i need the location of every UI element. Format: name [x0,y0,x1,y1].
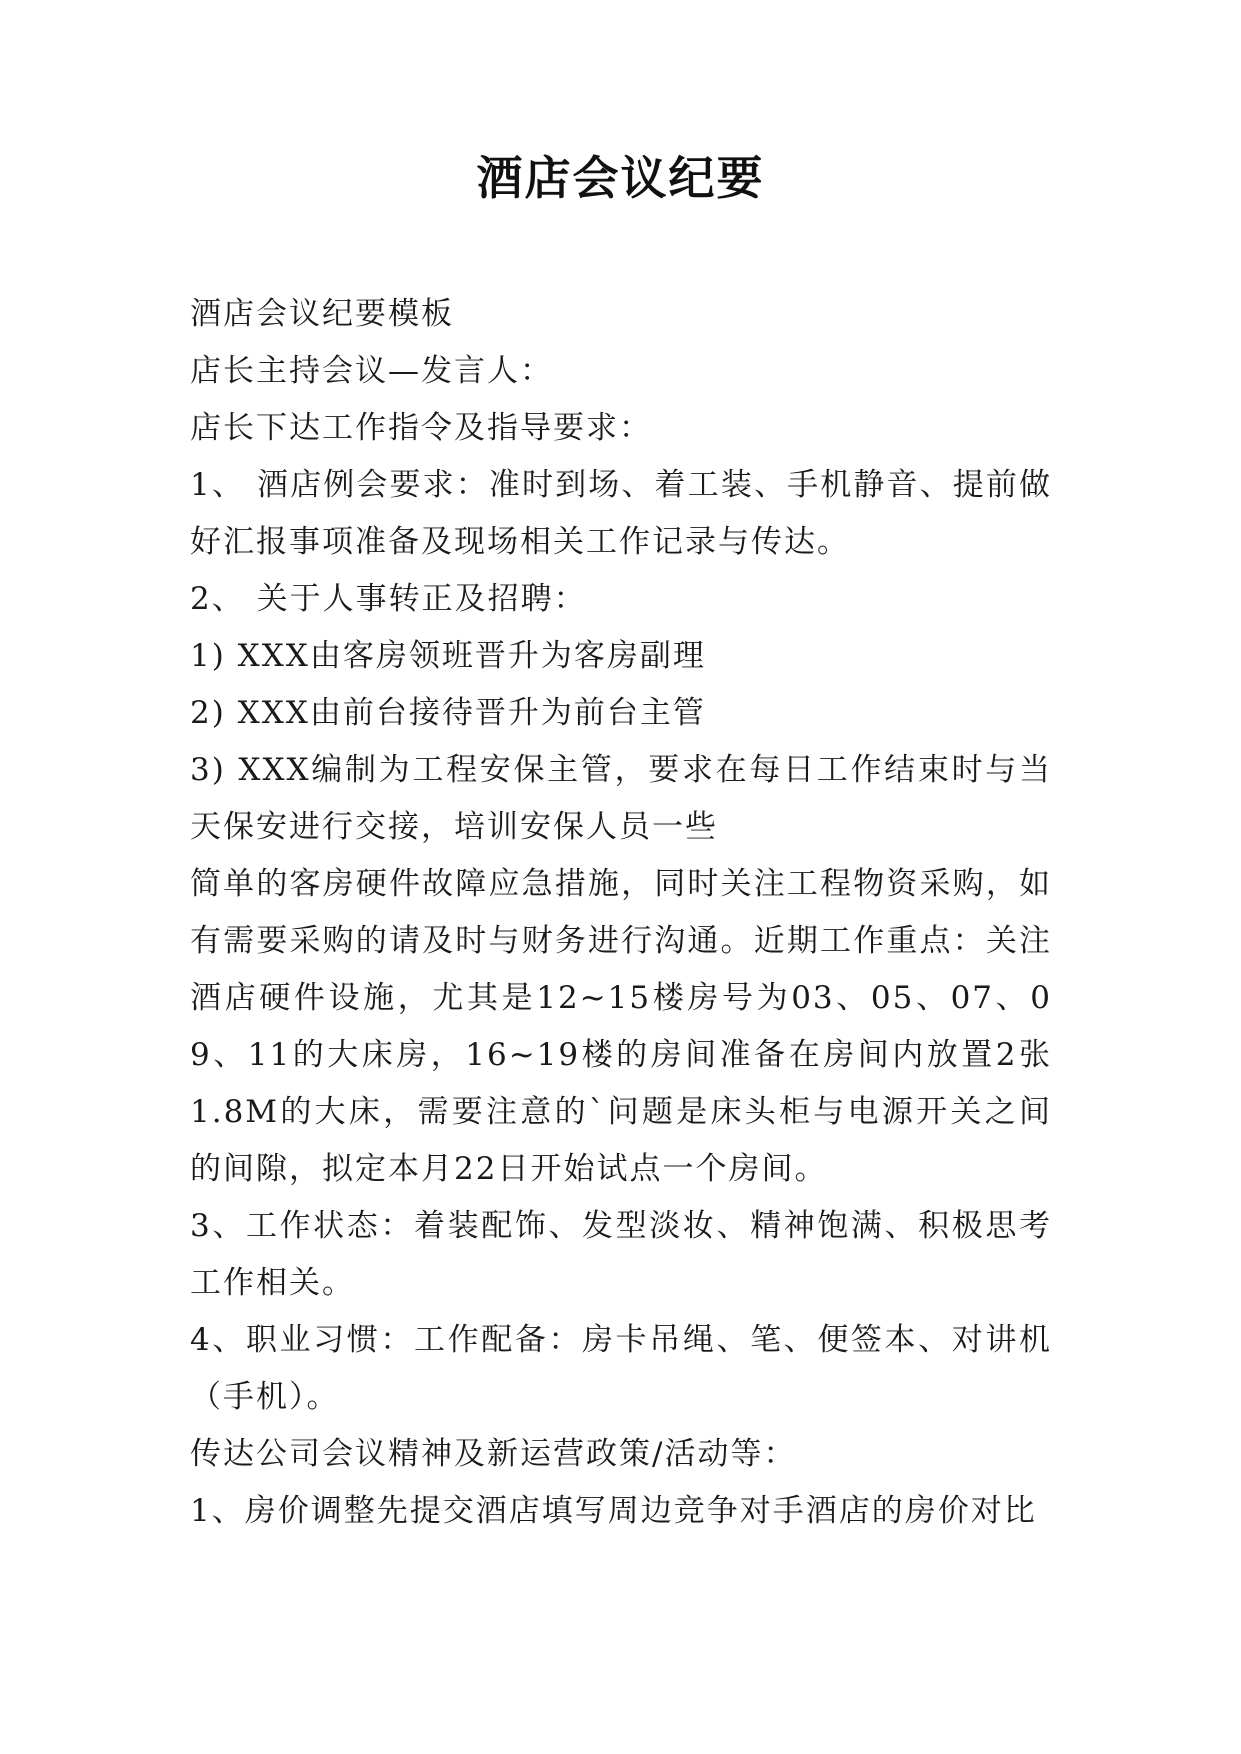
paragraph-subitem-3: 3) XXX编制为工程安保主管，要求在每日工作结束时与当天保安进行交接，培训安保人员一些 [190,752,1052,845]
paragraph-template-title: 酒店会议纪要模板 [190,296,454,332]
paragraph-item-3-work-status: 3、工作状态：着装配饰、发型淡妆、精神饱满、积极思考工作相关。 [190,1208,1052,1301]
paragraph-instructions-heading: 店长下达工作指令及指导要求： [190,410,652,446]
paragraph-hardware-focus: 简单的客房硬件故障应急措施，同时关注工程物资采购，如有需要采购的请及时与财务进行沟通。近期工作重点：关注酒店硬件设施，尤其是12~15楼房号为03、05、07、09、11的大床房，16~19楼的房间准备在房间内放置2张1.8M的大床，需要注意的`问题是床头柜与电源开关之间的间隙，拟定本月22日开始试点一个房间。 [190,866,1052,1187]
paragraph-company-policy-heading: 传达公司会议精神及新运营政策/活动等： [190,1436,797,1472]
document-title: 酒店会议纪要 [476,151,765,205]
document-body [190,286,1052,1540]
paragraph-host: 店长主持会议—发言人： [190,353,553,389]
paragraph-room-price-adjustment: 1、房价调整先提交酒店填写周边竞争对手酒店的房价对比 [190,1493,1037,1529]
paragraph-item-4-work-habits: 4、职业习惯：工作配备：房卡吊绳、笔、便签本、对讲机（手机）。 [190,1322,1052,1415]
paragraph-item-1-meeting-requirements: 1、 酒店例会要求：准时到场、着工装、手机静音、提前做好汇报事项准备及现场相关工作记录与传达。 [190,467,1052,560]
paragraph-subitem-2: 2) XXX由前台接待晋升为前台主管 [190,695,706,731]
paragraph-subitem-1: 1) XXX由客房领班晋升为客房副理 [190,638,706,674]
paragraph-item-2-personnel: 2、 关于人事转正及招聘： [190,581,587,617]
